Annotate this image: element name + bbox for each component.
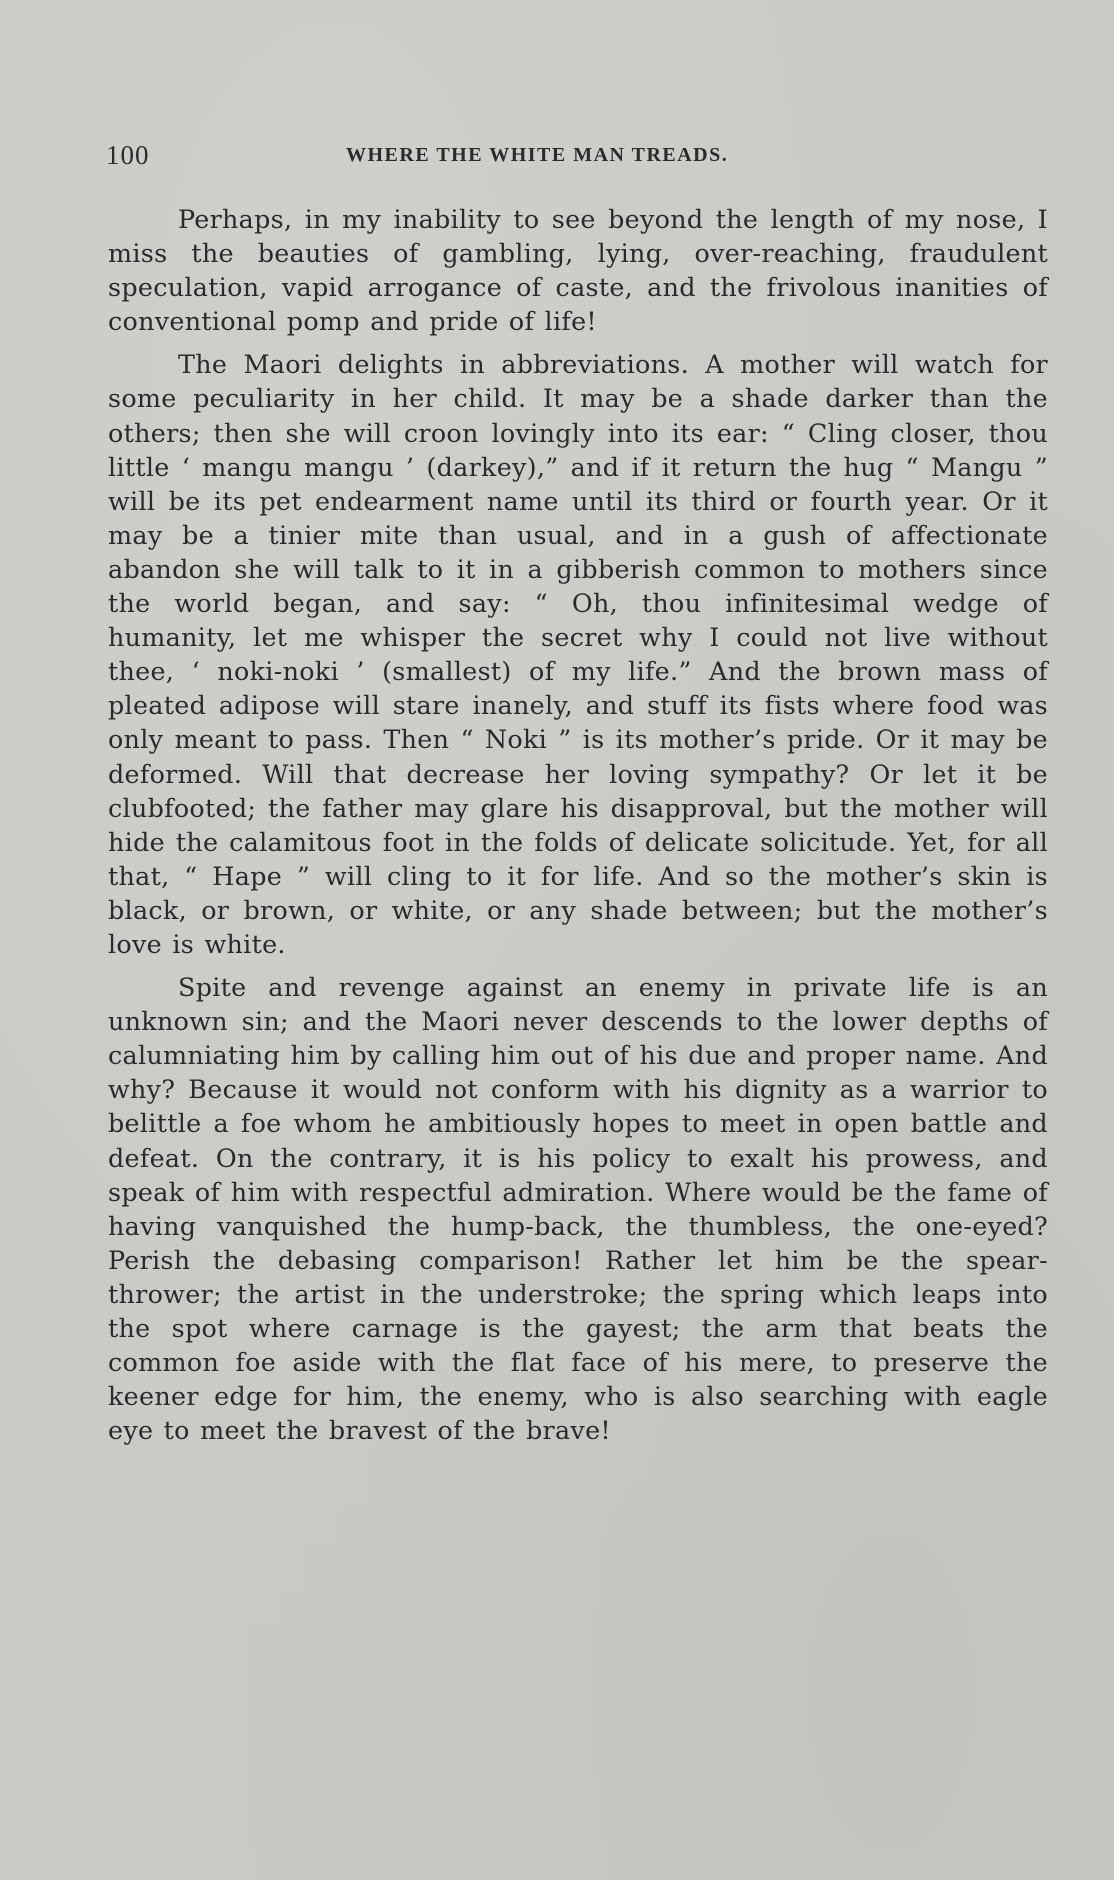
page-header <box>106 140 1048 176</box>
page-number: 100 <box>106 140 150 170</box>
running-title: WHERE THE WHITE MAN TREADS. <box>346 144 729 166</box>
paragraph-3: Spite and revenge against an enemy in private life is an unknown sin; and the Maori never descends to the lower depths of calumniating him by calling him out of his due and proper name. And why? Because it would not conform with his dignity as a warrior to belittle a foe whom he ambitiously hopes to meet in open battle and defeat. On the contrary, it is his policy to exalt his prowess, and speak of him with respectful admiration. Where would be the fame of having vanquished the hump-back, the thumbless, the one-eyed? Perish the debasing comparison! Rather let him be the spear-thrower; the artist in the understroke; the spring which leaps into the spot where carnage is the gayest; the arm that beats the common foe aside with the flat face of his mere, to preserve the keener edge for him, the enemy, who is also searching with eagle eye to meet the bravest of the brave! <box>108 972 1048 1446</box>
paragraph-2: The Maori delights in abbreviations. A mother will watch for some peculiarity in her child. It may be a shade darker than the others; then she will croon lovingly into its ear: “ Cling closer, thou little ‘ mangu mangu ’ (darkey),” and if it return the hug “ Mangu ” will be its pet endearment name until its third or fourth year. Or it may be a tinier mite than usual, and in a gush of affectionate abandon she will talk to it in a gibberish common to mothers since the world began, and say: “ Oh, thou infinitesimal wedge of humanity, let me whisper the secret why I could not live without thee, ‘ noki-noki ’ (smallest) of my life.” And the brown mass of pleated adipose will stare inanely, and stuff its fists where food was only meant to pass. Then “ Noki ” is its mother’s pride. Or it may be deformed. Will that decrease her loving sympathy? Or let it be clubfooted; the father may glare his disapproval, but the mother will hide the calamitous foot in the folds of delicate solicitude. Yet, for all that, “ Hape ” will cling to it for life. And so the mother’s skin is black, or brown, or white, or any shade between; but the mother’s love is white. <box>108 349 1048 959</box>
paragraph-1: Perhaps, in my inability to see beyond the length of my nose, I miss the beauties of gambling, lying, over-reaching, fraudulent speculation, vapid arrogance of caste, and the frivolous inanities of conventional pomp and pride of life! <box>108 204 1048 337</box>
body-text <box>108 202 1048 1456</box>
